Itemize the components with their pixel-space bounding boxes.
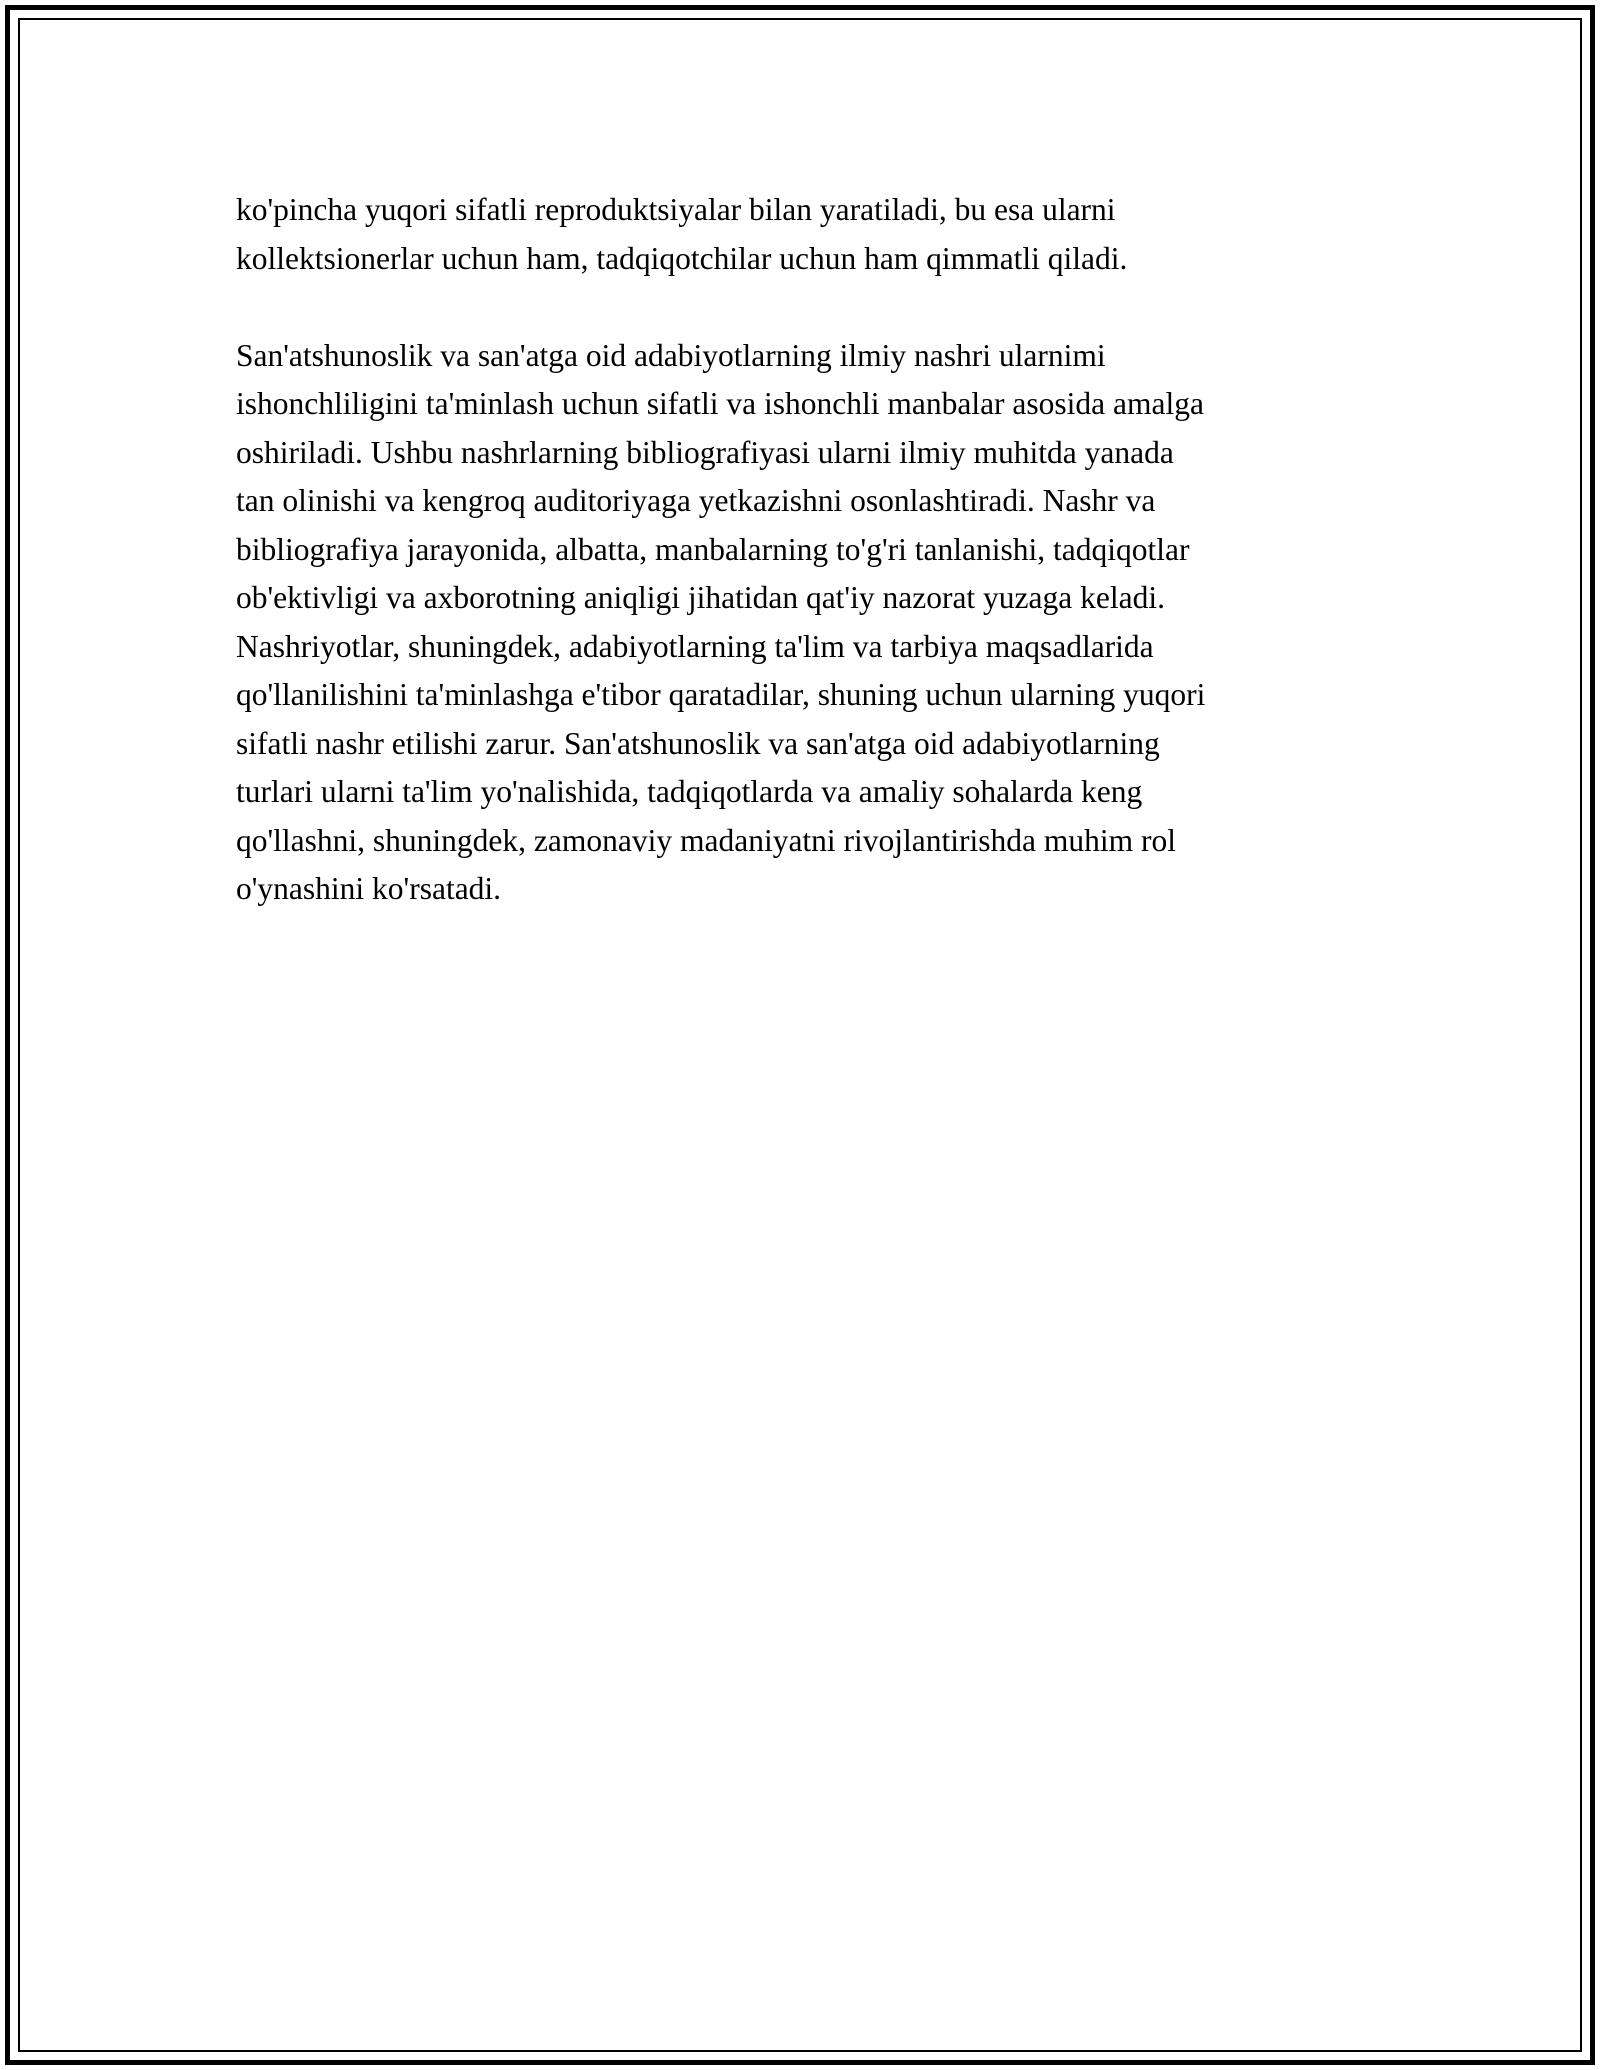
text-line: qo'llanilishini ta'minlashga e'tibor qaratadilar, shuning uchun ularning yuqori	[236, 677, 1206, 712]
paragraph	[236, 332, 1386, 914]
text-line: sifatli nashr etilishi zarur. San'atshunoslik va san'atga oid adabiyotlarning	[236, 725, 1160, 761]
text-line: ko'pincha yuqori sifatli reproduktsiyalar bilan yaratiladi, bu esa ularni	[236, 192, 1116, 227]
text-line: Nashriyotlar, shuningdek, adabiyotlarning ta'lim va tarbiya maqsadlarida	[236, 628, 1154, 664]
text-line: turlari ularni ta'lim yo'nalishida, tadqiqotlarda va amaliy sohalarda keng	[236, 774, 1143, 809]
text-line: oshiriladi. Ushbu nashrlarning bibliografiyasi ularni ilmiy muhitda yanada	[236, 434, 1174, 470]
text-line: bibliografiya jarayonida, albatta, manbalarning to'g'ri tanlanishi, tadqiqotlar	[236, 531, 1190, 567]
paragraph	[236, 186, 1386, 283]
document-body	[236, 186, 1386, 962]
text-line: tan olinishi va kengroq auditoriyaga yetkazishni osonlashtiradi. Nashr va	[236, 483, 1156, 518]
text-line: San'atshunoslik va san'atga oid adabiyotlarning ilmiy nashri ularnimi	[236, 337, 1106, 373]
text-line: qo'llashni, shuningdek, zamonaviy madaniyatni rivojlantirishda muhim rol	[236, 822, 1177, 858]
text-line: kollektsionerlar uchun ham, tadqiqotchilar uchun ham qimmatli qiladi.	[236, 240, 1128, 276]
text-line: ob'ektivligi va axborotning aniqligi jihatidan qat'iy nazorat yuzaga keladi.	[236, 580, 1165, 615]
text-line: o'ynashini ko'rsatadi.	[236, 871, 502, 906]
text-line: ishonchliligini ta'minlash uchun sifatli va ishonchli manbalar asosida amalga	[236, 386, 1204, 421]
